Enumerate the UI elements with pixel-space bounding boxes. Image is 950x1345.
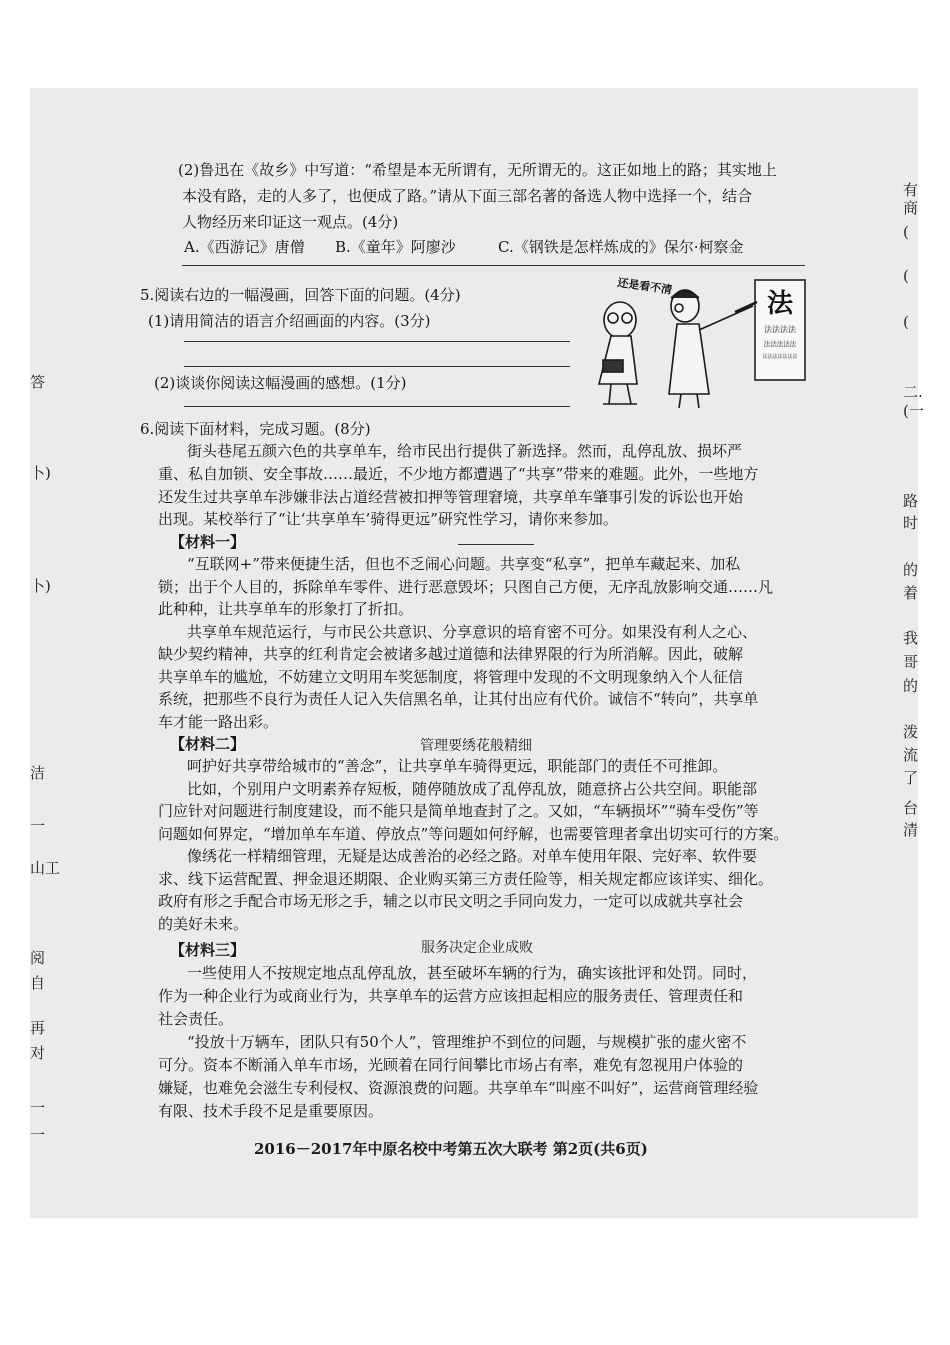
margin-char: 有 [903, 181, 919, 199]
material-1-line: 系统，把那些不良行为责任人记入失信黑名单，让其付出应有代价。诚信不“转向”，共享单 [158, 690, 759, 708]
q6-intro-line: 重、私自加锁、安全事故……最近，不少地方都遭遇了“共享”带来的难题。此外，一些地方 [158, 465, 759, 483]
margin-char: 了 [903, 769, 919, 787]
material-2-title: 管理要绣花般精细 [420, 738, 532, 754]
material-3-line: “投放十万辆车，团队只有50个人”，管理维护不到位的问题，与规模扩张的虚火密不 [187, 1033, 747, 1051]
speech-text: 还是看不清 [616, 276, 673, 297]
material-2-line: 问题如何界定，“增加单车车道、停放点”等问题如何纾解，也需要管理者拿出切实可行的方案。 [158, 825, 789, 843]
eye-chart-big-char: 法 [766, 289, 794, 319]
q6-title: 6.阅读下面材料，完成习题。(8分) [140, 420, 371, 438]
eye-chart-row: 法法法法 [764, 325, 796, 334]
doctor-figure [669, 290, 757, 408]
material-1-line: 共享单车规范运行，与市民公共意识、分享意识的培育密不可分。如果没有利人之心、 [187, 623, 758, 641]
material-2-line: 比如，个别用户文明素养存短板，随停随放成了乱停乱放，随意挤占公共空间。职能部 [187, 780, 758, 798]
q4-option-b: B.《童年》阿廖沙 [335, 238, 456, 256]
margin-char: 时 [903, 514, 919, 532]
title-blank [458, 544, 534, 545]
material-3-title: 服务决定企业成败 [421, 940, 533, 956]
margin-char: 对 [30, 1044, 46, 1062]
material-2-line: 政府有形之手配合市场无形之手，辅之以市民文明之手同向发力，一定可以成就共享社会 [158, 892, 744, 910]
material-2-label: 【材料二】 [170, 735, 246, 753]
material-1-line: 此种种，让共享单车的形象打了折扣。 [158, 600, 414, 618]
page-footer: 2016－2017年中原名校中考第五次大联考 第2页(共6页) [254, 1140, 648, 1158]
q5-title: 5.阅读右边的一幅漫画，回答下面的问题。(4分) [140, 286, 461, 304]
material-3-line: 作为一种企业行为或商业行为，共享单车的运营方应该担起相应的服务责任、管理责任和 [158, 987, 744, 1005]
eye-chart [755, 280, 805, 380]
material-3-line: 社会责任。 [158, 1010, 234, 1028]
margin-char: 山工 [30, 859, 61, 877]
material-1-line: 车才能一路出彩。 [158, 713, 279, 731]
q6-intro-line: 街头巷尾五颜六色的共享单车，给市民出行提供了新选择。然而，乱停乱放、损坏严 [187, 442, 743, 460]
margin-char: 着 [903, 584, 919, 602]
material-3-line: 嫌疑，也难免会滋生专利侵权、资源浪费的问题。共享单车“叫座不叫好”，运营商管理经验 [158, 1079, 759, 1097]
answer-line [184, 341, 570, 342]
material-2-line: 像绣花一样精细管理，无疑是达成善治的必经之路。对单车使用年限、完好率、软件要 [187, 847, 758, 865]
margin-char: ( [903, 313, 909, 331]
margin-char: 一 [30, 1099, 46, 1117]
material-1-line: “互联网+”带来便捷生活，但也不乏闹心问题。共享变“私享”，把单车藏起来、加私 [187, 555, 741, 573]
q4-option-a: A.《西游记》唐僧 [184, 238, 305, 256]
material-2-line: 呵护好共享带给城市的“善念”，让共享单车骑得更远，职能部门的责任不可推卸。 [187, 757, 728, 775]
q5-sub1: (1)请用简洁的语言介绍画面的内容。(3分) [148, 312, 431, 330]
q4-line: (2)鲁迅在《故乡》中写道：“希望是本无所谓有，无所谓无的。这正如地上的路；其实地上 [178, 161, 777, 179]
material-1-line: 缺少契约精神，共享的红利肯定会被诸多越过道德和法律界限的行为所消解。因此，破解 [158, 645, 744, 663]
margin-char: 洁 [30, 764, 46, 782]
margin-char: 流 [903, 746, 919, 764]
margin-char: 一 [30, 817, 46, 835]
margin-char: 再 [30, 1019, 46, 1037]
margin-char: 哥 [903, 653, 919, 671]
answer-line [184, 406, 570, 407]
material-3-line: 一些使用人不按规定地点乱停乱放，甚至破坏车辆的行为，确实该批评和处罚。同时， [187, 964, 758, 982]
q5-sub2: (2)谈谈你阅读这幅漫画的感想。(1分) [154, 374, 407, 392]
margin-char: 的 [903, 677, 919, 695]
margin-char: 二. [903, 383, 923, 401]
margin-char: ( [903, 223, 909, 241]
material-3-line: 可分。资本不断涌入单车市场，光顾着在同行间攀比市场占有率，难免有忽视用户体验的 [158, 1056, 744, 1074]
margin-char: 我 [903, 629, 919, 647]
q4-line: 人物经历来印证这一观点。(4分) [182, 213, 399, 231]
material-2-line: 门应针对问题进行制度建设，而不能只是简单地查封了之。又如，“车辆损坏”“骑车受伤”等 [158, 802, 759, 820]
margin-char: 自 [30, 974, 46, 992]
eye-chart-row: 法法法法法法法 [762, 354, 798, 360]
q6-intro-line: 还发生过共享单车涉嫌非法占道经营被扣押等管理窘境，共享单车肇事引发的诉讼也开始 [158, 488, 744, 506]
answer-line [184, 366, 570, 367]
margin-char: (一 [903, 402, 924, 420]
margin-char: 卜) [30, 464, 51, 482]
material-3-line: 有限、技术手段不足是重要原因。 [158, 1102, 384, 1120]
answer-line [182, 265, 805, 266]
margin-char: 台 [903, 799, 919, 817]
margin-char: 泼 [903, 723, 919, 741]
material-1-label: 【材料一】 [170, 533, 246, 551]
q4-option-c: C.《钢铁是怎样炼成的》保尔·柯察金 [498, 238, 744, 256]
material-1-line: 共享单车的尴尬，不妨建立文明用车奖惩制度，将管理中发现的不文明现象纳入个人征信 [158, 668, 744, 686]
margin-char: 一 [30, 1126, 46, 1144]
material-1-line: 锁；出于个人目的，拆除单车零件、进行恶意毁坏；只图自己方便，无序乱放影响交通……凡 [158, 578, 774, 596]
margin-char: 的 [903, 561, 919, 579]
margin-char: 阅 [30, 949, 46, 967]
material-2-line: 的美好未来。 [158, 915, 249, 933]
patient-figure [599, 302, 637, 404]
eye-chart-row: 法法法法法 [763, 340, 797, 348]
margin-char: ( [903, 267, 909, 285]
margin-char: 清 [903, 821, 919, 839]
q4-line: 本没有路，走的人多了，也便成了路。”请从下面三部名著的备选人物中选择一个，结合 [182, 187, 753, 205]
material-2-line: 求、线下运营配置、押金退还期限、企业购买第三方责任险等，相关规定都应该详实、细化。 [158, 870, 774, 888]
margin-char: 卜) [30, 577, 51, 595]
comic-illustration [585, 272, 810, 412]
speech-bubble [616, 275, 673, 297]
margin-char: 答 [30, 373, 46, 391]
q6-intro-line: 出现。某校举行了“让‘共享单车’骑得更远”研究性学习，请你来参加。 [158, 510, 618, 528]
material-3-label: 【材料三】 [170, 941, 246, 959]
margin-char: 商 [903, 199, 919, 217]
margin-char: 路 [903, 492, 919, 510]
